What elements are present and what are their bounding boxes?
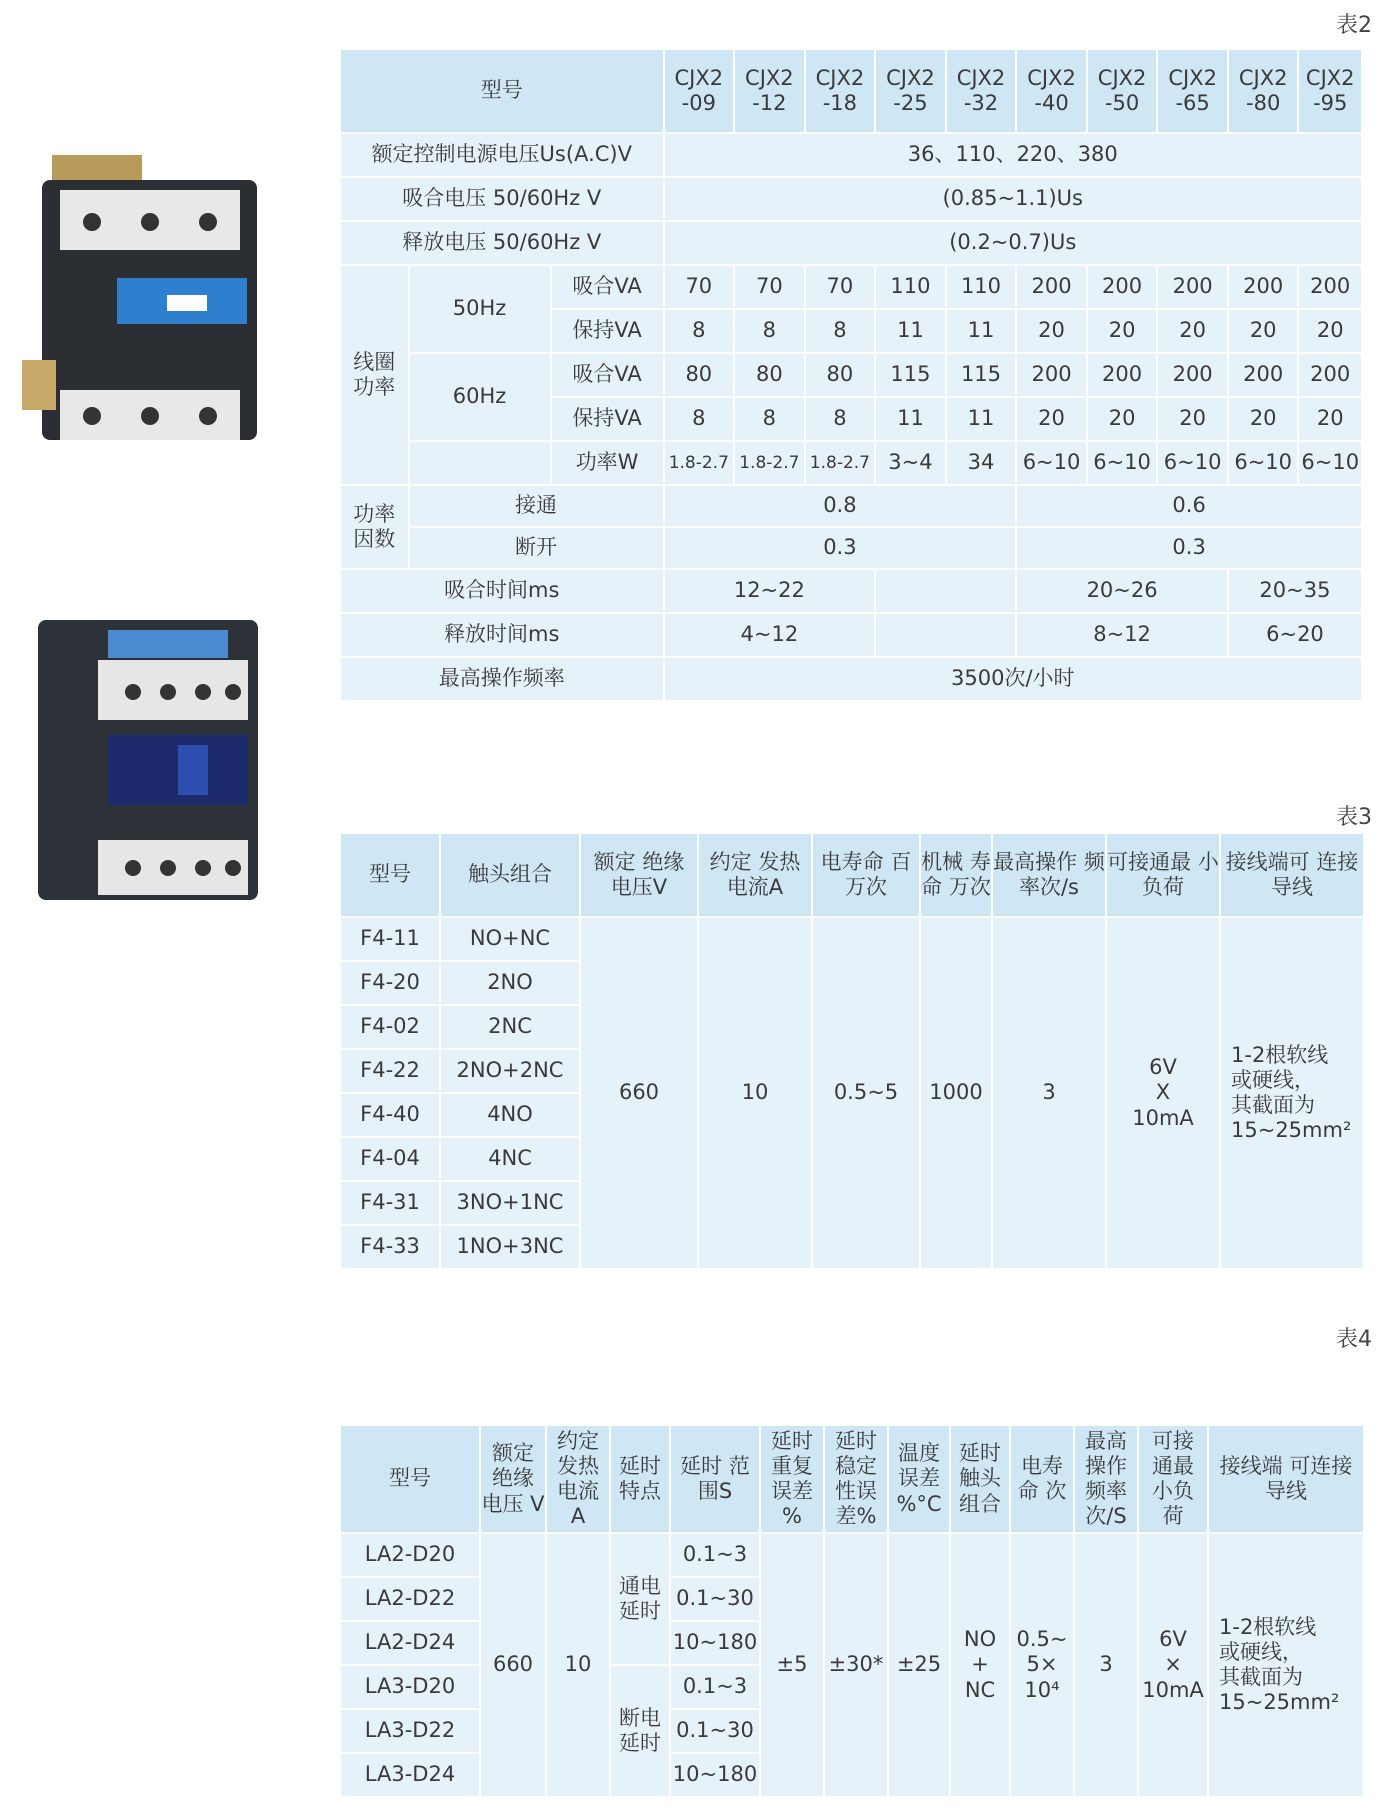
cell-value: 6~10: [1298, 441, 1362, 485]
cell-value: 8~12: [1016, 613, 1228, 657]
model-cell: LA2-D22: [340, 1577, 480, 1621]
header-model: 型号: [340, 49, 664, 133]
cell-value: 34: [946, 441, 1017, 485]
contact-cell: [950, 1533, 1010, 1797]
wire-line: 其截面为: [1219, 1665, 1303, 1689]
elec-life-cell: 0.5~5: [812, 917, 920, 1269]
table4: [339, 1424, 1365, 1798]
min-load-line: ×: [1164, 1652, 1182, 1677]
cell-value: 8: [664, 397, 735, 441]
cell-value: 8: [805, 397, 876, 441]
table2-row: [340, 657, 1362, 701]
combo-cell: 2NO+2NC: [440, 1049, 580, 1093]
cell-value: 80: [734, 353, 805, 397]
cell-value: 70: [805, 265, 876, 309]
header-cell: 可接 通最 小负 荷: [1138, 1425, 1208, 1533]
header-cell: 温度 误差 %°C: [888, 1425, 950, 1533]
cell-value: 6~20: [1228, 613, 1362, 657]
cell-value: 0.8: [664, 485, 1017, 527]
model-cell: LA2-D20: [340, 1533, 480, 1577]
header-model-col: CJX2 -40: [1016, 49, 1087, 133]
cell-value: 70: [664, 265, 735, 309]
header-cell: 额定 绝缘 电压 V: [480, 1425, 546, 1533]
header-cell: 机械 寿命 万次: [920, 833, 992, 917]
cell-value: 20: [1228, 397, 1299, 441]
model-cell: F4-11: [340, 917, 440, 961]
stable-err-cell: ±30*: [824, 1533, 888, 1797]
min-load-cell: [1106, 917, 1220, 1269]
min-load-line: X: [1155, 1080, 1171, 1105]
header-cell: 电寿命 百万次: [812, 833, 920, 917]
cell-value: 0.3: [1016, 527, 1362, 569]
hz-label: 60Hz: [409, 353, 551, 441]
header-cell: 延时 重复 误差 %: [760, 1425, 824, 1533]
cell-value: 20: [1016, 397, 1087, 441]
model-cell: F4-33: [340, 1225, 440, 1269]
cell-value: 12~22: [664, 569, 876, 613]
cell-value: 80: [805, 353, 876, 397]
coil-power-label: 线圈 功率: [340, 265, 409, 485]
cell-value: 6~10: [1016, 441, 1087, 485]
cell-value: 8: [664, 309, 735, 353]
table4-caption: 表4: [1336, 1327, 1372, 1352]
row-label: 吸合电压 50/60Hz V: [340, 177, 664, 221]
header-cell: 延时 特点: [610, 1425, 670, 1533]
header-cell: 最高操作 频率次/s: [992, 833, 1106, 917]
header-cell: 触头组合: [440, 833, 580, 917]
header-model-col: CJX2 -12: [734, 49, 805, 133]
model-cell: LA3-D24: [340, 1753, 480, 1797]
feature-cell: 断电 延时: [610, 1665, 670, 1797]
cell-value: 20: [1016, 309, 1087, 353]
cell-value: 8: [734, 309, 805, 353]
wire-line: 15~25mm²: [1219, 1690, 1340, 1715]
wire-line: 或硬线，: [1219, 1639, 1303, 1664]
wire-cell: [1220, 917, 1364, 1269]
cell-value: (0.85~1.1)Us: [664, 177, 1362, 221]
row-label: 吸合时间ms: [340, 569, 664, 613]
life-line: 5×: [1026, 1652, 1058, 1677]
header-cell: 型号: [340, 1425, 480, 1533]
header-model-col: CJX2 -32: [946, 49, 1017, 133]
wire-line: 1-2根软线: [1231, 1042, 1329, 1067]
model-cell: LA3-D20: [340, 1665, 480, 1709]
cell-value: 1.8-2.7: [805, 441, 876, 485]
cell-value: 1.8-2.7: [734, 441, 805, 485]
range-cell: 0.1~30: [670, 1577, 760, 1621]
cell-value: 6~10: [1087, 441, 1158, 485]
cell-value: 20: [1157, 397, 1228, 441]
table3-caption: 表3: [1336, 805, 1372, 830]
table2-caption: 表2: [1336, 13, 1372, 38]
mech-life-cell: 1000: [920, 917, 992, 1269]
table2-header-row: [340, 49, 1362, 133]
header-cell: 约定 发热 电流 A: [546, 1425, 610, 1533]
combo-cell: 1NO+3NC: [440, 1225, 580, 1269]
min-load-line: 6V: [1159, 1627, 1187, 1652]
min-load-line: 10mA: [1132, 1105, 1194, 1130]
current-cell: 10: [546, 1533, 610, 1797]
range-cell: 0.1~30: [670, 1709, 760, 1753]
wire-cell: [1208, 1533, 1364, 1797]
table4-header-row: [340, 1425, 1364, 1533]
cell-value: 8: [805, 309, 876, 353]
table2-row: [340, 569, 1362, 613]
power-factor-label: 功率 因数: [340, 485, 409, 569]
header-model-col: CJX2 -50: [1087, 49, 1158, 133]
life-cell: [1010, 1533, 1074, 1797]
range-cell: 10~180: [670, 1621, 760, 1665]
freq-cell: 3: [992, 917, 1106, 1269]
cell-value: 200: [1157, 265, 1228, 309]
table3: [339, 832, 1365, 1270]
header-cell: 约定 发热 电流A: [698, 833, 812, 917]
model-cell: F4-20: [340, 961, 440, 1005]
feature-cell: 通电 延时: [610, 1533, 670, 1665]
table2-row: [340, 221, 1362, 265]
table2-row: [340, 527, 1362, 569]
header-model-col: CJX2 -65: [1157, 49, 1228, 133]
contact-line: +: [971, 1652, 989, 1677]
header-cell: 型号: [340, 833, 440, 917]
contactor-photo-2: [28, 610, 268, 910]
model-cell: F4-02: [340, 1005, 440, 1049]
header-cell: 额定 绝缘 电压V: [580, 833, 698, 917]
min-load-line: 10mA: [1142, 1677, 1204, 1702]
contact-line: NO: [963, 1627, 997, 1652]
temp-err-cell: ±25: [888, 1533, 950, 1797]
model-cell: LA3-D22: [340, 1709, 480, 1753]
table2-row: [340, 353, 1362, 397]
cell-value: 8: [734, 397, 805, 441]
row-label: 最高操作频率: [340, 657, 664, 701]
cell-value: 6~10: [1228, 441, 1299, 485]
cell-value: 0.6: [1016, 485, 1362, 527]
header-cell: 接线端可 连接导线: [1220, 833, 1364, 917]
header-cell: 可接通最 小负荷: [1106, 833, 1220, 917]
cell-value: 70: [734, 265, 805, 309]
cell-value: 200: [1298, 265, 1362, 309]
header-cell: 电寿 命 次: [1010, 1425, 1074, 1533]
header-cell: 延时 稳定 性误 差%: [824, 1425, 888, 1533]
table2-row: [340, 177, 1362, 221]
cell-value: 20: [1228, 309, 1299, 353]
cell-value: 3500次/小时: [664, 657, 1362, 701]
table2: [339, 48, 1363, 702]
cell-value: 20: [1087, 309, 1158, 353]
cell-value: 200: [1298, 353, 1362, 397]
header-model-col: CJX2 -09: [664, 49, 735, 133]
cell-value: 110: [875, 265, 946, 309]
table2-row: [340, 613, 1362, 657]
cell-value: 11: [946, 397, 1017, 441]
table3-header-row: [340, 833, 1364, 917]
cell-value: 115: [946, 353, 1017, 397]
wire-line: 其截面为: [1231, 1093, 1315, 1117]
header-model-col: CJX2 -95: [1298, 49, 1362, 133]
contact-line: NC: [964, 1677, 996, 1702]
table2-row: [340, 133, 1362, 177]
cell-value: 200: [1157, 353, 1228, 397]
cell-value: 3~4: [875, 441, 946, 485]
cell-value: 20: [1087, 397, 1158, 441]
cell-value: 20: [1298, 309, 1362, 353]
header-cell: 最高 操作 频率 次/S: [1074, 1425, 1138, 1533]
sub-label: 接通: [409, 485, 664, 527]
cell-value: 200: [1228, 353, 1299, 397]
range-cell: 10~180: [670, 1753, 760, 1797]
header-cell: 接线端 可连接 导线: [1208, 1425, 1364, 1533]
wire-line: 或硬线，: [1231, 1067, 1315, 1092]
cell-value: 110: [946, 265, 1017, 309]
combo-cell: 4NC: [440, 1137, 580, 1181]
table-row: [340, 917, 1364, 961]
header-cell: 延时 范围S: [670, 1425, 760, 1533]
combo-cell: 4NO: [440, 1093, 580, 1137]
header-cell: 延时 触头 组合: [950, 1425, 1010, 1533]
cell-value: 0.3: [664, 527, 1017, 569]
cell-value: 1.8-2.7: [664, 441, 735, 485]
sub-label: 保持VA: [551, 397, 664, 441]
model-cell: F4-04: [340, 1137, 440, 1181]
cell-value: 80: [664, 353, 735, 397]
hz-label: [409, 441, 551, 485]
table2-row: [340, 441, 1362, 485]
cell-value: 200: [1016, 265, 1087, 309]
life-line: 0.5~: [1016, 1627, 1068, 1652]
cell-value: 6~10: [1157, 441, 1228, 485]
cell-value: 200: [1087, 265, 1158, 309]
cell-value: 115: [875, 353, 946, 397]
model-cell: F4-22: [340, 1049, 440, 1093]
cell-value: 11: [946, 309, 1017, 353]
range-cell: 0.1~3: [670, 1533, 760, 1577]
wire-line: 15~25mm²: [1231, 1118, 1352, 1143]
current-cell: 10: [698, 917, 812, 1269]
combo-cell: 3NO+1NC: [440, 1181, 580, 1225]
header-model-col: CJX2 -25: [875, 49, 946, 133]
row-label: 释放时间ms: [340, 613, 664, 657]
model-cell: F4-31: [340, 1181, 440, 1225]
repeat-err-cell: ±5: [760, 1533, 824, 1797]
combo-cell: 2NC: [440, 1005, 580, 1049]
sub-label: 功率W: [551, 441, 664, 485]
sub-label: 吸合VA: [551, 265, 664, 309]
cell-value: 200: [1016, 353, 1087, 397]
cell-value: 11: [875, 397, 946, 441]
cell-value: 36、110、220、380: [664, 133, 1362, 177]
range-cell: 0.1~3: [670, 1665, 760, 1709]
model-cell: LA2-D24: [340, 1621, 480, 1665]
life-line: 10⁴: [1024, 1677, 1060, 1702]
row-label: 释放电压 50/60Hz V: [340, 221, 664, 265]
table2-row: [340, 485, 1362, 527]
sub-label: 吸合VA: [551, 353, 664, 397]
min-load-line: 6V: [1149, 1055, 1177, 1080]
cell-value: 20~26: [1016, 569, 1228, 613]
combo-cell: 2NO: [440, 961, 580, 1005]
cell-value: 200: [1087, 353, 1158, 397]
min-load-cell: [1138, 1533, 1208, 1797]
header-model-col: CJX2 -80: [1228, 49, 1299, 133]
row-label: 额定控制电源电压Us(A.C)V: [340, 133, 664, 177]
cell-value: 20~35: [1228, 569, 1362, 613]
model-cell: F4-40: [340, 1093, 440, 1137]
cell-value: 11: [875, 309, 946, 353]
contactor-photo-1: [22, 150, 272, 450]
cell-value: 20: [1298, 397, 1362, 441]
header-model-col: CJX2 -18: [805, 49, 876, 133]
cell-value: [875, 613, 1016, 657]
cell-value: 20: [1157, 309, 1228, 353]
sub-label: 保持VA: [551, 309, 664, 353]
cell-value: (0.2~0.7)Us: [664, 221, 1362, 265]
hz-label: 50Hz: [409, 265, 551, 353]
table2-row: [340, 265, 1362, 309]
voltage-cell: 660: [480, 1533, 546, 1797]
wire-line: 1-2根软线: [1219, 1614, 1317, 1639]
combo-cell: NO+NC: [440, 917, 580, 961]
voltage-cell: 660: [580, 917, 698, 1269]
cell-value: [875, 569, 1016, 613]
sub-label: 断开: [409, 527, 664, 569]
cell-value: 4~12: [664, 613, 876, 657]
freq-cell: 3: [1074, 1533, 1138, 1797]
cell-value: 200: [1228, 265, 1299, 309]
table-row: [340, 1533, 1364, 1577]
